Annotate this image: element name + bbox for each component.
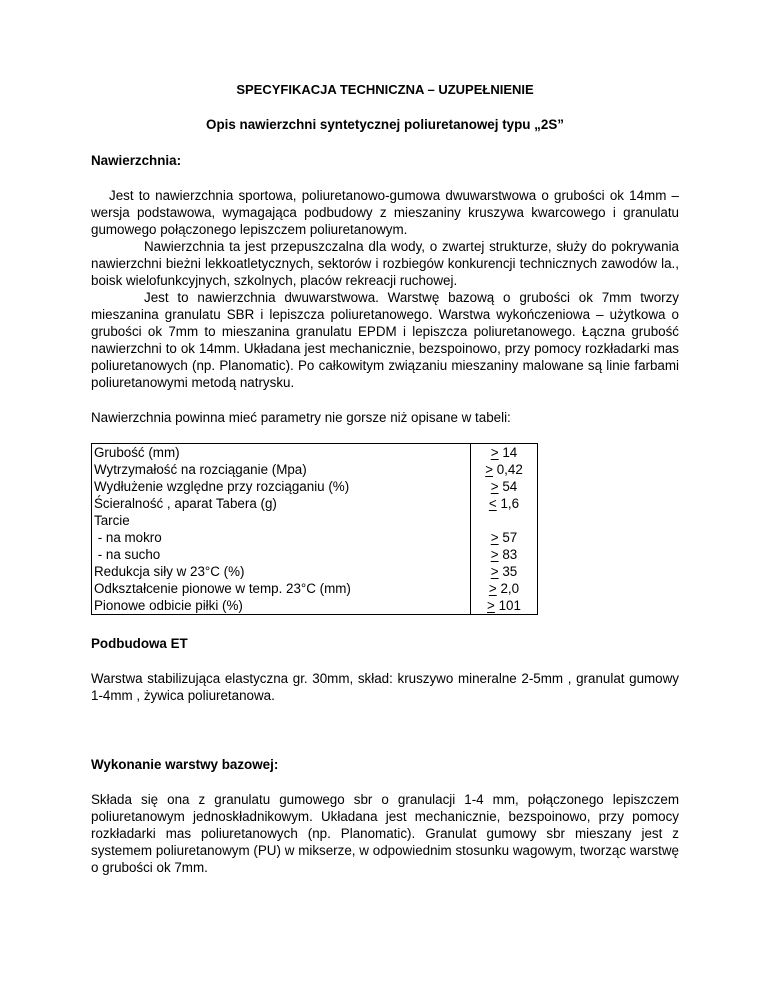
spec-label: - na sucho: [94, 547, 161, 562]
spec-value-number: 83: [498, 547, 518, 562]
spec-label: Redukcja siły w 23°C (%): [94, 564, 245, 579]
spec-label: Wytrzymałość na rozciąganie (Mpa): [94, 462, 307, 477]
spec-value-number: 1,6: [496, 496, 520, 511]
spec-label: Grubość (mm): [94, 445, 180, 460]
spec-value: [473, 444, 535, 461]
spec-value-number: 2,0: [496, 581, 520, 596]
spec-value-sign: >: [485, 462, 494, 477]
spec-value-number: 14: [498, 445, 518, 460]
spec-value: [473, 563, 535, 580]
spec-value: [473, 580, 535, 597]
document-subtitle: Opis nawierzchni syntetycznej poliuretanowej typu „2S”: [206, 117, 564, 132]
base-layer-heading: Wykonanie warstwy bazowej:: [91, 757, 279, 772]
spec-label: Odkształcenie pionowe w temp. 23°C (mm): [94, 581, 351, 596]
spec-value-sign: >: [490, 547, 499, 562]
spec-value: [473, 495, 535, 512]
spec-value: [473, 478, 535, 495]
spec-value-number: 101: [494, 598, 521, 613]
surface-paragraph-2: Nawierzchnia ta jest przepuszczalna dla wody, o zwartej strukturze, służy do pokrywania nawierzchni bieżni lekkoatletycznych, sektorów i rozbiegów konkurencji technicznych zawodów la., boisk wielofunkcyjnych, szkolnych, placów rekreacji ruchowej.: [91, 239, 679, 288]
spec-value: [473, 461, 535, 478]
spec-value-sign: >: [490, 479, 499, 494]
spec-value-sign: >: [490, 445, 499, 460]
spec-value-empty: [473, 512, 535, 529]
spec-label: - na mokro: [94, 530, 162, 545]
base-et-paragraph: Warstwa stabilizująca elastyczna gr. 30mm, skład: kruszywo mineralne 2-5mm , granulat gumowy 1-4mm , żywica poliuretanowa.: [91, 671, 679, 703]
spec-value: [473, 529, 535, 546]
spec-value-sign: >: [488, 581, 497, 596]
surface-paragraph-3: Jest to nawierzchnia dwuwarstwowa. Warstwę bazową o grubości ok 7mm tworzy mieszanina granulatu SBR i lepiszcza poliuretanowego. Warstwa wykończeniowa – użytkowa o grubości ok 7mm to mieszanina granulatu EPDM i lepiszcza poliuretanowego. Łączna grubość nawierzchni to ok 14mm. Układana jest mechanicznie, bezspoinowo, przy pomocy rozkładarki mas poliuretanowych (np. Planomatic). Po całkowitym związaniu mieszaniny malowane są linie farbami poliuretanowymi metodą natrysku.: [91, 290, 679, 390]
document-title: SPECYFIKACJA TECHNICZNA – UZUPEŁNIENIE: [236, 82, 534, 97]
spec-labels-cell: [92, 444, 471, 615]
spec-value-sign: >: [487, 598, 495, 613]
document-page: [91, 60, 679, 876]
spec-table: [91, 443, 538, 615]
spec-values-cell: [471, 444, 538, 615]
spec-value-number: 0,42: [493, 462, 523, 477]
surface-paragraph-1: Jest to nawierzchnia sportowa, poliuretanowo-gumowa dwuwarstwowa o grubości ok 14mm – wersja podstawowa, wymagająca podbudowy z mieszaniny kruszywa kwarcowego i granulatu gumowego połączonego lepiszczem poliuretanowym.: [91, 188, 679, 237]
spec-value-number: 54: [498, 479, 518, 494]
table-intro: Nawierzchnia powinna mieć parametry nie gorsze niż opisane w tabeli:: [91, 410, 511, 425]
surface-heading: Nawierzchnia:: [91, 153, 182, 168]
spec-value-sign: <: [488, 496, 497, 511]
spec-value-sign: >: [490, 564, 499, 579]
spec-label: Pionowe odbicie piłki (%): [94, 598, 243, 613]
spec-value: [473, 597, 535, 614]
spec-label: Tarcie: [94, 513, 130, 528]
spec-value-number: 57: [498, 530, 518, 545]
spec-value: [473, 546, 535, 563]
spec-value-sign: >: [490, 530, 499, 545]
spec-label: Ścieralność , aparat Tabera (g): [94, 496, 277, 511]
spec-label: Wydłużenie względne przy rozciąganiu (%): [94, 479, 350, 494]
base-layer-paragraph: Składa się ona z granulatu gumowego sbr o granulacji 1-4 mm, połączonego lepiszczem poliuretanowym jednoskładnikowym. Układana jest mechanicznie, bezspoinowo, przy pomocy rozkładarki mas poliuretanowych (np. Planomatic). Granulat gumowy sbr mieszany jest z systemem poliuretanowym (PU) w mikserze, w odpowiednim stosunku wagowym, tworząc warstwę o grubości ok 7mm.: [91, 792, 679, 875]
base-et-heading: Podbudowa ET: [91, 636, 188, 651]
spec-value-number: 35: [498, 564, 518, 579]
